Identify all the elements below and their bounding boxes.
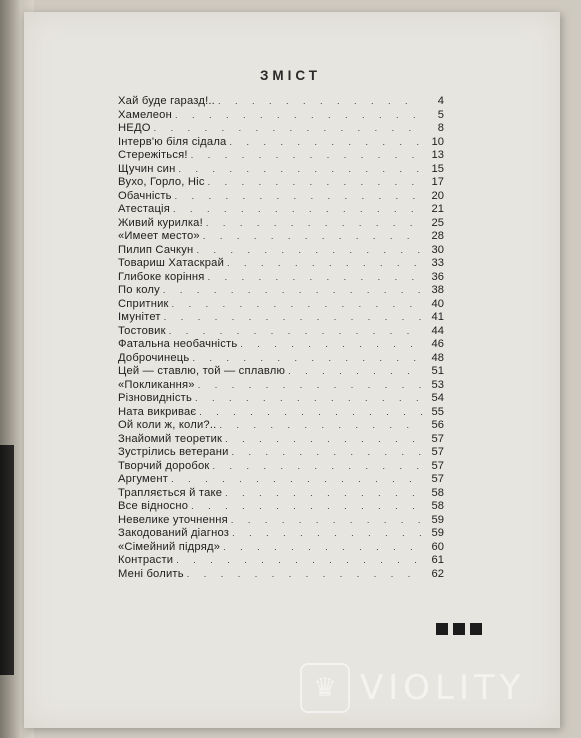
toc-entry-page: 59	[431, 527, 444, 539]
dot-leader	[198, 379, 422, 393]
dot-leader	[196, 244, 422, 258]
toc-entry-title: «Сімейний підряд»	[118, 540, 221, 553]
toc-entry-page: 48	[431, 351, 444, 364]
dot-leader	[232, 527, 422, 541]
toc-entry	[118, 352, 444, 366]
toc-entry-page: 62	[431, 567, 444, 580]
toc-entry-title: Мені болить	[118, 567, 184, 580]
dot-leader	[163, 284, 422, 298]
toc-entry-page: 36	[431, 270, 444, 283]
dot-leader	[154, 122, 422, 136]
toc-entry	[118, 487, 444, 501]
toc-entry-title: Пилип Сачкун	[118, 243, 194, 256]
toc-entry	[118, 257, 444, 271]
dot-leader	[171, 473, 422, 487]
toc-entry	[118, 406, 444, 420]
ornament-square	[453, 623, 465, 635]
end-ornament	[436, 623, 482, 635]
ornament-square	[470, 623, 482, 635]
dot-leader	[169, 325, 422, 339]
toc-entry-page: 56	[431, 419, 444, 431]
dot-leader	[232, 446, 422, 460]
dot-leader	[199, 406, 422, 420]
watermark-text: VIOLITY	[360, 668, 526, 708]
watermark	[300, 662, 560, 714]
toc-entry-title: Хай буде гаразд!..	[118, 95, 215, 107]
toc-entry-page: 8	[437, 122, 444, 134]
toc-entry	[118, 527, 444, 541]
toc-entry-title: Щучин син	[118, 162, 176, 175]
toc-entry	[118, 379, 444, 393]
page-title: ЗМІСТ	[259, 68, 322, 83]
toc-entry	[118, 460, 444, 474]
toc-entry-title: Імунітет	[118, 311, 161, 323]
dot-leader	[208, 271, 422, 285]
toc-entry-page: 5	[437, 108, 444, 121]
dot-leader	[227, 257, 422, 271]
dot-leader	[229, 136, 422, 150]
toc-entry-title: Знайомий теоретик	[118, 432, 223, 445]
toc-entry-page: 54	[431, 392, 444, 404]
toc-entry	[118, 568, 444, 582]
toc-entry	[118, 338, 444, 352]
dot-leader	[191, 500, 422, 514]
dot-leader	[240, 338, 422, 352]
dot-leader	[219, 419, 422, 433]
toc-entry	[118, 419, 444, 433]
dot-leader	[288, 365, 422, 379]
dot-leader	[176, 554, 422, 568]
toc-entry-title: Тостовик	[118, 324, 166, 337]
toc-entry-title: Атестація	[118, 203, 171, 215]
toc-entry-title: Трапляється й таке	[118, 486, 223, 499]
toc-entry	[118, 271, 444, 285]
toc-entry-title: «Покликання»	[118, 378, 195, 391]
toc-entry	[118, 541, 444, 555]
toc-entry-title: Живий курилка!	[118, 216, 203, 229]
toc-entry-page: 17	[431, 176, 444, 188]
toc-entry-page: 46	[431, 338, 444, 350]
toc-entry-page: 53	[431, 378, 444, 391]
toc-entry	[118, 149, 444, 163]
toc-entry-page: 41	[431, 311, 444, 323]
dot-leader	[175, 190, 422, 204]
toc-entry	[118, 109, 444, 123]
toc-entry-page: 61	[431, 554, 444, 566]
toc-entry-title: Спритник	[118, 297, 169, 310]
toc-entry-title: Обачність	[118, 189, 172, 202]
toc-entry-title: Закодований діагноз	[118, 527, 230, 539]
toc-entry	[118, 122, 444, 136]
dot-leader	[179, 163, 422, 177]
toc-entry-page: 30	[431, 243, 444, 256]
toc-entry-title: Стережіться!	[118, 149, 188, 161]
toc-entry	[118, 500, 444, 514]
dot-leader	[203, 230, 422, 244]
dot-leader	[225, 487, 422, 501]
toc-entry-title: Глибоке коріння	[118, 270, 205, 283]
toc-entry	[118, 95, 444, 109]
toc-entry	[118, 433, 444, 447]
toc-entry-page: 25	[431, 216, 444, 229]
toc-entry-page: 58	[431, 486, 444, 499]
crown-icon: ♛	[300, 663, 350, 713]
toc-entry	[118, 217, 444, 231]
dot-leader	[208, 176, 422, 190]
toc-entry-page: 40	[431, 297, 444, 310]
toc-entry-page: 57	[431, 446, 444, 458]
toc-entry-page: 57	[431, 473, 444, 485]
toc-entry	[118, 136, 444, 150]
toc-entry	[118, 446, 444, 460]
dot-leader	[218, 95, 422, 109]
dot-leader	[172, 298, 422, 312]
toc-entry-page: 10	[431, 135, 444, 148]
dot-leader	[223, 541, 422, 555]
toc-entry-title: Все відносно	[118, 500, 189, 512]
toc-entry	[118, 284, 444, 298]
toc-entry-title: Інтерв'ю біля сідала	[118, 135, 227, 148]
toc-entry-title: Зустрілись ветерани	[118, 446, 229, 458]
toc-entry-page: 28	[431, 230, 444, 242]
toc-entry-title: Вухо, Горло, Ніс	[118, 176, 205, 188]
dot-leader	[231, 514, 422, 528]
toc-entry-page: 20	[431, 189, 444, 202]
toc-entry-page: 13	[431, 149, 444, 161]
toc-entry-page: 15	[431, 162, 444, 175]
toc-entry-title: Невелике уточнення	[118, 513, 228, 526]
dot-leader	[206, 217, 422, 231]
toc-entry-title: Контрасти	[118, 554, 174, 566]
toc-entry-title: Хамелеон	[118, 108, 172, 121]
toc-entry-title: Різновидність	[118, 392, 193, 404]
toc-entry	[118, 244, 444, 258]
toc-entry	[118, 176, 444, 190]
toc-entry-title: Аргумент	[118, 473, 169, 485]
toc-entry	[118, 325, 444, 339]
dot-leader	[195, 392, 422, 406]
toc-entry-title: Товариш Хатаскрай	[118, 257, 225, 269]
toc-entry-title: Ой коли ж, коли?..	[118, 419, 217, 431]
toc-entry-page: 55	[431, 405, 444, 418]
toc-entry	[118, 230, 444, 244]
toc-entry-page: 59	[431, 513, 444, 526]
dot-leader	[187, 568, 422, 582]
toc-entry-title: Ната викриває	[118, 405, 197, 418]
toc-entry-page: 4	[437, 95, 444, 107]
toc-entry	[118, 514, 444, 528]
toc-entry	[118, 203, 444, 217]
dark-background-strip	[0, 445, 14, 675]
dot-leader	[175, 109, 422, 123]
toc-entry-title: «Имеет место»	[118, 230, 200, 242]
dot-leader	[173, 203, 422, 217]
ornament-square	[436, 623, 448, 635]
toc-entry-title: Цей — ставлю, той — сплавлю	[118, 365, 286, 377]
toc-entry-title: Доброчинець	[118, 351, 190, 364]
toc-entry-title: По колу	[118, 284, 160, 296]
toc-entry-page: 38	[431, 284, 444, 296]
toc-entry-title: Творчий доробок	[118, 459, 210, 472]
toc-entry-page: 21	[431, 203, 444, 215]
toc-entry	[118, 298, 444, 312]
dot-leader	[191, 149, 422, 163]
table-of-contents	[118, 95, 444, 581]
toc-entry-page: 44	[431, 324, 444, 337]
dot-leader	[164, 311, 422, 325]
toc-entry-page: 60	[431, 540, 444, 553]
toc-entry-page: 57	[431, 432, 444, 445]
toc-entry	[118, 473, 444, 487]
toc-entry	[118, 365, 444, 379]
toc-entry-page: 58	[431, 500, 444, 512]
dot-leader	[225, 433, 422, 447]
toc-entry	[118, 554, 444, 568]
toc-entry	[118, 392, 444, 406]
toc-entry-title: НЕДО	[118, 122, 151, 134]
toc-entry	[118, 163, 444, 177]
toc-entry	[118, 190, 444, 204]
toc-entry-page: 33	[431, 257, 444, 269]
toc-entry	[118, 311, 444, 325]
dot-leader	[213, 460, 422, 474]
toc-entry-title: Фатальна необачність	[118, 338, 238, 350]
dot-leader	[192, 352, 422, 366]
toc-entry-page: 57	[431, 459, 444, 472]
toc-entry-page: 51	[431, 365, 444, 377]
